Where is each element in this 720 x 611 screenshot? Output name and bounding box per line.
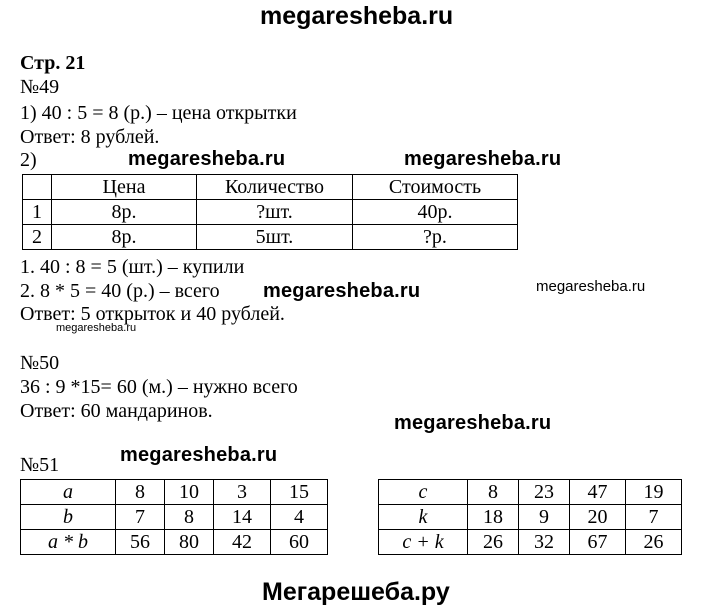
- table-cell: 3: [214, 480, 271, 505]
- table-cell: 26: [626, 530, 682, 555]
- table-cell: 1: [23, 200, 52, 225]
- table-cell: 42: [214, 530, 271, 555]
- table-row: [379, 480, 682, 505]
- addition-table: [378, 479, 682, 555]
- table-cell: k: [379, 505, 468, 530]
- table-cell: 19: [626, 480, 682, 505]
- watermark-bottom: Мегарешеба.ру: [262, 578, 450, 606]
- answer-line: Ответ: 8 рублей.: [20, 126, 160, 148]
- watermark: megaresheba.ru: [404, 148, 562, 170]
- table-cell: 23: [519, 480, 570, 505]
- watermark: megaresheba.ru: [56, 322, 137, 334]
- task-number: №51: [20, 454, 60, 476]
- page-title: Стр. 21: [20, 52, 86, 74]
- price-table: [22, 174, 518, 250]
- table-row: [21, 505, 328, 530]
- solution-line: 36 : 9 *15= 60 (м.) – нужно всего: [20, 376, 298, 398]
- table-cell: 5шт.: [197, 225, 353, 250]
- table-header: Цена: [52, 175, 197, 200]
- table-row: [21, 480, 328, 505]
- table-cell: ?шт.: [197, 200, 353, 225]
- table-row: [23, 200, 518, 225]
- table-header: Стоимость: [353, 175, 518, 200]
- table-cell: 7: [116, 505, 165, 530]
- table-cell: 47: [570, 480, 626, 505]
- table-cell: 15: [271, 480, 328, 505]
- table-cell: 7: [626, 505, 682, 530]
- table-cell: c: [379, 480, 468, 505]
- table-row: [23, 225, 518, 250]
- table-cell: 40р.: [353, 200, 518, 225]
- table-cell: 8р.: [52, 200, 197, 225]
- watermark: megaresheba.ru: [394, 412, 552, 434]
- table-cell: 8р.: [52, 225, 197, 250]
- answer-line: Ответ: 60 мандаринов.: [20, 400, 213, 422]
- task-number: №50: [20, 352, 60, 374]
- table-cell: 26: [468, 530, 519, 555]
- multiplication-table: [20, 479, 328, 555]
- answer-line: Ответ: 5 открыток и 40 рублей.: [20, 303, 285, 325]
- table-cell: 56: [116, 530, 165, 555]
- table-row: [379, 530, 682, 555]
- watermark: megaresheba.ru: [120, 444, 278, 466]
- table-cell: 9: [519, 505, 570, 530]
- table-row: [379, 505, 682, 530]
- solution-line: 1) 40 : 5 = 8 (р.) – цена открытки: [20, 102, 297, 124]
- table-cell: 18: [468, 505, 519, 530]
- task-number: №49: [20, 76, 60, 98]
- table-cell: 20: [570, 505, 626, 530]
- table-cell: a: [21, 480, 116, 505]
- table-row: [21, 530, 328, 555]
- table-cell: ?р.: [353, 225, 518, 250]
- table-cell: 60: [271, 530, 328, 555]
- table-cell: 4: [271, 505, 328, 530]
- table-cell: 80: [165, 530, 214, 555]
- solution-line: 1. 40 : 8 = 5 (шт.) – купили: [20, 256, 245, 278]
- table-cell: b: [21, 505, 116, 530]
- watermark: megaresheba.ru: [536, 278, 646, 295]
- table-cell: 2: [23, 225, 52, 250]
- table-cell: a * b: [21, 530, 116, 555]
- watermark: megaresheba.ru: [128, 148, 286, 170]
- table-cell: c + k: [379, 530, 468, 555]
- watermark-top: megaresheba.ru: [260, 2, 454, 30]
- watermark: megaresheba.ru: [263, 280, 421, 302]
- table-cell: 14: [214, 505, 271, 530]
- table-header: Количество: [197, 175, 353, 200]
- table-cell: 32: [519, 530, 570, 555]
- table-cell: 10: [165, 480, 214, 505]
- table-cell: 67: [570, 530, 626, 555]
- table-cell: 8: [165, 505, 214, 530]
- table-cell: 8: [116, 480, 165, 505]
- table-cell: [23, 175, 52, 200]
- solution-line: 2. 8 * 5 = 40 (р.) – всего: [20, 280, 220, 302]
- table-cell: 8: [468, 480, 519, 505]
- part-label: 2): [20, 149, 37, 171]
